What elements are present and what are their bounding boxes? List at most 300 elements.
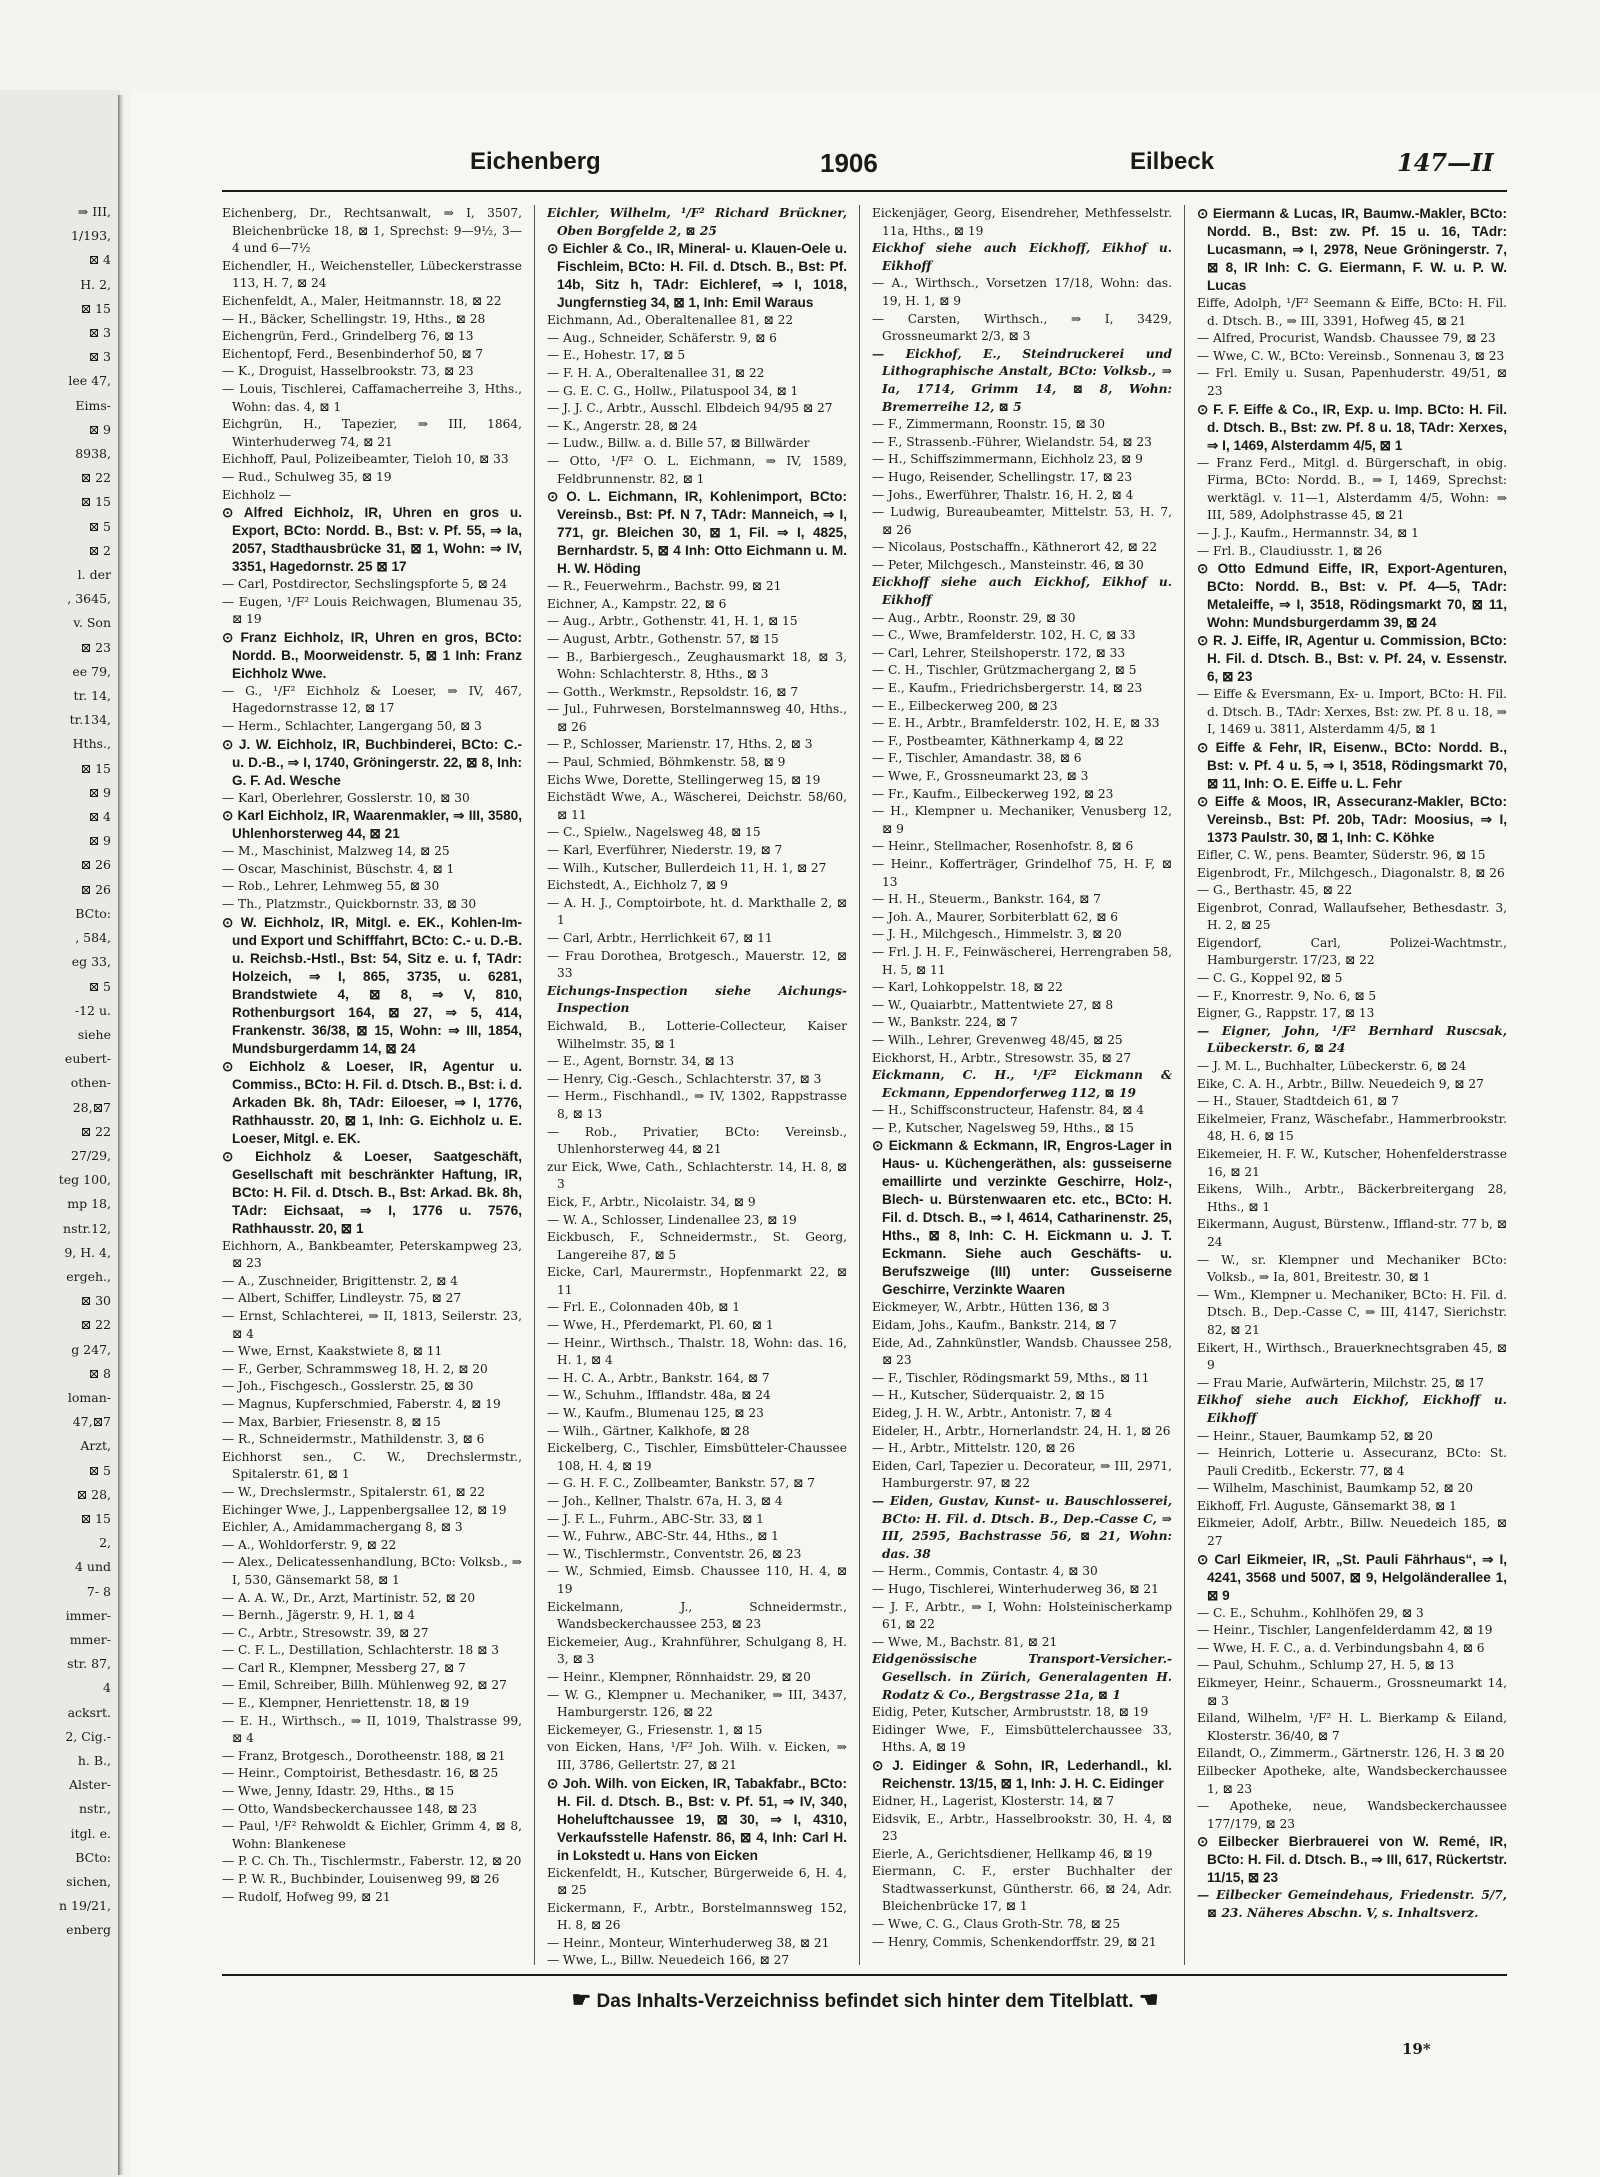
directory-entry: — Wwe, C. W., BCto: Vereinsb., Sonnenau 3, ⊠ 23: [1197, 348, 1505, 363]
directory-entry: — R., Schneidermstr., Mathildenstr. 3, ⊠ 6: [222, 1432, 485, 1447]
directory-entry: Eigenbrodt, Fr., Milchgesch., Diagonalstr. 8, ⊠ 26: [1197, 865, 1505, 880]
directory-entry: ⊙ J. Eidinger & Sohn, IR, Lederhandl., kl. Reichenstr. 13/15, ⊠ 1, Inh: J. H. C. Eidinger: [872, 1757, 1172, 1791]
directory-entry: — F., Knorrestr. 9, No. 6, ⊠ 5: [1197, 988, 1377, 1003]
previous-page-fragment: itgl. e.: [70, 1825, 111, 1841]
directory-entry: Eike, C. A. H., Arbtr., Billw. Neuedeich 9, ⊠ 27: [1197, 1076, 1484, 1091]
directory-entry: — M., Maschinist, Malzweg 14, ⊠ 25: [222, 844, 450, 859]
directory-entry: — Eiffe & Eversmann, Ex- u. Import, BCto: H. Fil. d. Dtsch. B., TAdr: Xerxes, Bst: zw. Pf. 8 u. 18, ⇒ I, 1469 u. 3811, Alsterdamm 4/5, ⊠ 1: [1197, 687, 1507, 737]
directory-entry: Eickbusch, F., Schneidermstr., St. Georg, Langereihe 87, ⊠ 5: [547, 1230, 847, 1262]
directory-entry: — Otto, ¹/F² O. L. Eichmann, ⇒ IV, 1589, Feldbrunnenstr. 82, ⊠ 1: [547, 453, 847, 486]
directory-entry: — Herm., Commis, Contastr. 4, ⊠ 30: [872, 1564, 1098, 1579]
directory-entry: — C. H., Tischler, Grützmachergang 2, ⊠ 5: [872, 663, 1137, 678]
directory-entry: — H., Stauer, Stadtdeich 61, ⊠ 7: [1197, 1094, 1399, 1109]
directory-entry: Eilandt, O., Zimmerm., Gärtnerstr. 126, H. 3 ⊠ 20: [1197, 1746, 1505, 1761]
previous-page-fragment: ⊠ 9: [88, 421, 111, 437]
directory-entry: — Frau Marie, Aufwärterin, Milchstr. 25, ⊠ 17: [1197, 1375, 1485, 1390]
previous-page-fragment: -12 u.: [74, 1002, 111, 1018]
directory-entry: — Herm., Fischhandl., ⇒ IV, 1302, Rappstrasse 8, ⊠ 13: [547, 1089, 847, 1121]
previous-page-fragment: sichen,: [66, 1874, 111, 1890]
directory-entry: — Frl. E., Colonnaden 40b, ⊠ 1: [547, 1300, 741, 1315]
directory-entry: — Heinr., Stellmacher, Rosenhofstr. 8, ⊠ 6: [872, 839, 1134, 854]
previous-page-fragment: 27/29,: [71, 1147, 111, 1163]
directory-entry: ⊙ F. F. Eiffe & Co., IR, Exp. u. Imp. BCto: H. Fil. d. Dtsch. B., Bst: zw. Pf. 8 u. 18, TAdr: Xerxes, ⇒ I, 1469, Alsterdamm 4/5, ⊠ 1: [1197, 401, 1507, 453]
directory-entry: Eiland, Wilhelm, ¹/F² H. L. Bierkamp & Eiland, Klosterstr. 36/40, ⊠ 7: [1197, 1711, 1507, 1743]
directory-entry: Eigner, G., Rappstr. 17, ⊠ 13: [1197, 1006, 1375, 1021]
directory-entry: — H., Arbtr., Mittelstr. 120, ⊠ 26: [872, 1441, 1076, 1456]
directory-entry: — Franz Ferd., Mitgl. d. Bürgerschaft, in obig. Firma, BCto: Nordd. B., ⇒ I, 1469, Sprechst: werktägl. v. 11—1, Alsterdamm 4/5, Wohn: ⇒ III, 589, Adolphstrasse 45, ⊠ 21: [1197, 455, 1507, 523]
directory-entry: Eikhoff, Frl. Auguste, Gänsemarkt 38, ⊠ 1: [1197, 1498, 1457, 1513]
previous-page-fragment: mmer-: [69, 1631, 111, 1647]
previous-page-fragment: immer-: [65, 1607, 111, 1623]
previous-page-fragment: 2, Cig.-: [65, 1728, 111, 1744]
previous-page-fragment: othen-: [70, 1075, 111, 1091]
directory-entry: — F., Gerber, Schrammsweg 18, H. 2, ⊠ 20: [222, 1361, 488, 1376]
previous-page-fragment: ⊠ 2: [88, 542, 111, 558]
directory-entry: — C. F. L., Destillation, Schlachterstr. 18 ⊠ 3: [222, 1643, 499, 1658]
previous-page-fragment: h. B.,: [77, 1753, 111, 1768]
directory-entry: — Magnus, Kupferschmied, Faberstr. 4, ⊠ 19: [222, 1396, 501, 1411]
directory-entry: — Heinr., Kofferträger, Grindelhof 75, H. F, ⊠ 13: [872, 856, 1172, 889]
directory-entry: — Wwe, H. F. C., a. d. Verbindungsbahn 4, ⊠ 6: [1197, 1640, 1485, 1655]
directory-entry: — Carl R., Klempner, Messberg 27, ⊠ 7: [222, 1660, 466, 1675]
directory-entry: Eickenjäger, Georg, Eisendreher, Methfesselstr. 11a, Hths., ⊠ 19: [872, 206, 1172, 238]
directory-entry: Eichhorst sen., C. W., Drechslermstr., Spitalerstr. 61, ⊠ 1: [222, 1449, 522, 1482]
directory-entry: — E., Klempner, Henriettenstr. 18, ⊠ 19: [222, 1696, 470, 1711]
directory-entry: — Paul, ¹/F² Rehwoldt & Eichler, Grimm 4, ⊠ 8, Wohn: Blankenese: [222, 1819, 522, 1851]
directory-entry: — Fr., Kaufm., Eilbeckerweg 192, ⊠ 23: [872, 786, 1114, 801]
column-divider: [859, 205, 860, 1965]
previous-page-fragment: 2,: [99, 1535, 111, 1551]
directory-entry: — C., Spielw., Nagelsweg 48, ⊠ 15: [547, 825, 761, 840]
directory-entry: — Wwe, M., Bachstr. 81, ⊠ 21: [872, 1634, 1058, 1649]
previous-page-fragment: Hths.,: [72, 736, 111, 752]
previous-page-fragment: eubert-: [64, 1051, 111, 1067]
directory-entry: — Eickhof, E., Steindruckerei und Lithographische Anstalt, BCto: Volksb., ⇒ Ia, 1714, Grimm 14, ⊠ 8, Wohn: Bremerreihe 12, ⊠ 5: [872, 346, 1172, 414]
directory-entry: Eichstedt, A., Eichholz 7, ⊠ 9: [547, 878, 728, 893]
directory-entry: ⊙ Alfred Eichholz, IR, Uhren en gros u. Export, BCto: Nordd. B., Bst: v. Pf. 55, ⇒ Ia, 2057, Stadthausbrücke 31, ⊠ 1, Wohn: ⇒ IV, 3351, Hagedornstr. 25 ⊠ 17: [222, 505, 522, 575]
previous-page-strip: [0, 200, 115, 1940]
previous-page-fragment: mp 18,: [67, 1196, 111, 1212]
directory-entry: — Eigner, John, ¹/F² Bernhard Ruscsak, Lübeckerstr. 6, ⊠ 24: [1197, 1023, 1507, 1056]
previous-page-fragment: 4 und: [74, 1559, 111, 1575]
directory-entry: — Rob., Lehrer, Lehmweg 55, ⊠ 30: [222, 879, 440, 894]
directory-entry: Eichendler, H., Weichensteller, Lübeckerstrasse 113, H. 7, ⊠ 24: [222, 258, 522, 291]
directory-entry: ⊙ Eichler & Co., IR, Mineral- u. Klauen-Oele u. Fischleim, BCto: H. Fil. d. Dtsch. B., Bst: Pf. 14b, Sitz h, TAdr: Eichleref, ⇒ I, 1018, Jungfernstieg 34, ⊠ 1, Inh: Emil Waraus: [547, 241, 847, 311]
directory-entry: Eidsvik, E., Arbtr., Hasselbrookstr. 30, H. 4, ⊠ 23: [872, 1811, 1172, 1844]
previous-page-fragment: 1/193,: [71, 228, 111, 244]
header-year: 1906: [820, 148, 878, 178]
previous-page-fragment: tr. 14,: [73, 688, 111, 704]
directory-entry: Eideg, J. H. W., Arbtr., Antonistr. 7, ⊠ 4: [872, 1406, 1113, 1421]
directory-entry: Eichengrün, Ferd., Grindelberg 76, ⊠ 13: [222, 329, 474, 344]
directory-entry: — Heinr., Klempner, Rönnhaidstr. 29, ⊠ 20: [547, 1669, 811, 1684]
directory-entry: ⊙ Eiffe & Moos, IR, Assecuranz-Makler, BCto: Vereinsb., Bst: Pf. 20b, TAdr: Moosius, ⇒ I, 1373 Paulstr. 30, ⊠ 1, Inh: C. Köhke: [1197, 793, 1507, 845]
directory-entry: — Carl, Postdirector, Sechslingspforte 5, ⊠ 24: [222, 577, 508, 592]
directory-entry: Eichenberg, Dr., Rechtsanwalt, ⇒ I, 3507, Bleichenbrücke 18, ⊠ 1, Sprechst: 9—9½, 3—4 und 6—7½: [222, 206, 522, 256]
directory-entry: — W., sr. Klempner und Mechaniker BCto: Volksb., ⇒ Ia, 801, Breitestr. 30, ⊠ 1: [1197, 1252, 1507, 1285]
previous-page-fragment: ⊠ 22: [80, 1317, 111, 1333]
directory-entry: Eichler, A., Amidammachergang 8, ⊠ 3: [222, 1520, 463, 1535]
directory-entry: Eikemeier, H. F. W., Kutscher, Hohenfelderstrasse 16, ⊠ 21: [1197, 1147, 1507, 1179]
directory-entry: Eickemeyer, G., Friesenstr. 1, ⊠ 15: [547, 1722, 763, 1737]
directory-entry: — W., Quaiarbtr., Mattentwiete 27, ⊠ 8: [872, 997, 1114, 1012]
previous-page-fragment: ergeh.,: [66, 1268, 111, 1284]
previous-page-fragment: lee 47,: [68, 373, 111, 389]
pointing-hand-left-icon: ☚: [1138, 1987, 1159, 2012]
directory-entry: ⊙ R. J. Eiffe, IR, Agentur u. Commission, BCto: H. Fil. d. Dtsch. B., Bst: v. Pf. 24, v. Essenstr. 6, ⊠ 23: [1197, 633, 1507, 685]
previous-page-fragment: ⊠ 5: [88, 1462, 111, 1478]
previous-page-fragment: 4: [103, 1680, 111, 1696]
directory-entry: — Joh. A., Maurer, Sorbiterblatt 62, ⊠ 6: [872, 909, 1119, 924]
directory-entry: — Joh., Kellner, Thalstr. 67a, H. 3, ⊠ 4: [547, 1494, 783, 1508]
previous-page-fragment: 8938,: [75, 446, 111, 462]
directory-entry: Eichwald, B., Lotterie-Collecteur, Kaiser Wilhelmstr. 35, ⊠ 1: [547, 1018, 847, 1051]
directory-entry: — H., Bäcker, Schellingstr. 19, Hths., ⊠ 28: [222, 311, 486, 326]
directory-entry: — Paul, Schuhm., Schlump 27, H. 5, ⊠ 13: [1197, 1658, 1455, 1673]
directory-entry: — A. A. W., Dr., Arzt, Martinistr. 52, ⊠ 20: [222, 1590, 476, 1605]
previous-page-fragment: 28,⊠7: [72, 1099, 111, 1115]
previous-page-fragment: ⊠ 3: [88, 349, 111, 365]
directory-entry: — Oscar, Maschinist, Büschstr. 4, ⊠ 1: [222, 861, 455, 876]
directory-entry: — W., Fuhrw., ABC-Str. 44, Hths., ⊠ 1: [547, 1529, 779, 1544]
directory-entry: ⊙ Karl Eichholz, IR, Waarenmakler, ⇒ III, 3580, Uhlenhorsterweg 44, ⊠ 21: [222, 808, 522, 842]
directory-entry: — Frl. J. H. F., Feinwäscherei, Herrengraben 58, H. 5, ⊠ 11: [872, 944, 1172, 977]
printer-signature: 19*: [1402, 2040, 1431, 2058]
column-divider: [534, 205, 535, 1965]
directory-entry: — Louis, Tischlerei, Caffamacherreihe 3, Hths., Wohn: das. 4, ⊠ 1: [222, 381, 522, 414]
directory-entry: Eikens, Wilh., Arbtr., Bäckerbreitergang 28, Hths., ⊠ 1: [1197, 1182, 1507, 1214]
directory-entry: — K., Droguist, Hasselbrookstr. 73, ⊠ 23: [222, 364, 474, 379]
directory-entry: Eichner, A., Kampstr. 22, ⊠ 6: [547, 596, 727, 611]
column-2: [547, 205, 847, 1970]
directory-entry: — Alex., Delicatessenhandlung, BCto: Volksb., ⇒ I, 530, Gänsemarkt 58, ⊠ 1: [222, 1555, 522, 1587]
directory-entry: ⊙ Joh. Wilh. von Eicken, IR, Tabakfabr., BCto: H. Fil. d. Dtsch. B., Bst: v. Pf. 51, ⇒ IV, 340, Hoheluftchaussee 19, ⊠ 30, ⇒ I, 4310, Verkaufsstelle Hafenstr. 86, ⊠ 4, Inh: Carl H. in Lokstedt u. Hans von Eicken: [547, 1775, 847, 1863]
directory-entry: Eigenbrot, Conrad, Wallaufseher, Bethesdastr. 3, H. 2, ⊠ 25: [1197, 900, 1507, 933]
directory-entry: ⊙ W. Eichholz, IR, Mitgl. e. EK., Kohlen-Im- und Export und Schifffahrt, BCto: C.- u. D.-B. u. Reichsb.-Hstl., Bst: 54, Sitz e. u. f, TAdr: Holzeich, ⇒ I, 865, 3735, u. 6281, Brandstwiete 4, ⊠ 8, ⇒ V, 810, Rothenburgsort 164, ⊠ 27, ⇒ 5, 414, Frankenstr. 36/38, ⊠ 15, Wohn: ⇒ III, 1854, Mundsburgerdamm 14, ⊠ 24: [222, 914, 522, 1056]
directory-entry: — W., Schuhm., Ifflandstr. 48a, ⊠ 24: [547, 1388, 771, 1403]
directory-entry: Eick, F., Arbtr., Nicolaistr. 34, ⊠ 9: [547, 1194, 756, 1209]
directory-entry: — Wwe, Ernst, Kaakstwiete 8, ⊠ 11: [222, 1344, 443, 1359]
directory-entry: Eichentopf, Ferd., Besenbinderhof 50, ⊠ 7: [222, 346, 484, 361]
directory-entry: — Eiden, Gustav, Kunst- u. Bauschlosserei, BCto: H. Fil. d. Dtsch. B., Dep.-Casse C, ⇒ III, 2595, Bachstrasse 56, ⊠ 21, Wohn: das. 38: [872, 1494, 1172, 1561]
directory-entry: — W., Bankstr. 224, ⊠ 7: [872, 1015, 1018, 1030]
directory-entry: ⊙ Franz Eichholz, IR, Uhren en gros, BCto: Nordd. B., Moorweidenstr. 5, ⊠ 1 Inh: Franz Eichholz Wwe.: [222, 629, 522, 681]
directory-entry: — Karl, Oberlehrer, Gosslerstr. 10, ⊠ 30: [222, 790, 470, 805]
directory-entry: Eickmeyer, W., Arbtr., Hütten 136, ⊠ 3: [872, 1300, 1110, 1315]
directory-entry: — Johs., Ewerführer, Thalstr. 16, H. 2, ⊠ 4: [872, 487, 1134, 502]
directory-entry: — C., Wwe, Bramfelderstr. 102, H. C, ⊠ 33: [872, 628, 1136, 643]
directory-entry: Eiermann, C. F., erster Buchhalter der Stadtwasserkunst, Güntherstr. 66, ⊠ 24, Adr. Bleichenbrücke 17, ⊠ 1: [872, 1864, 1172, 1914]
running-header: [222, 148, 1507, 188]
directory-entry: — F., Tischler, Rödingsmarkt 59, Mths., ⊠ 11: [872, 1370, 1150, 1385]
directory-entry: — C. E., Schuhm., Kohlhöfen 29, ⊠ 3: [1197, 1605, 1424, 1620]
directory-entry: ⊙ Eilbecker Bierbrauerei von W. Remé, IR, BCto: H. Fil. d. Dtsch. B., ⇒ III, 617, Rückertstr. 11/15, ⊠ 23: [1197, 1834, 1507, 1886]
directory-entry: Eierle, A., Gerichtsdiener, Hellkamp 46, ⊠ 19: [872, 1846, 1153, 1861]
directory-entry: Eichgrün, H., Tapezier, ⇒ III, 1864, Winterhuderweg 74, ⊠ 21: [222, 417, 522, 449]
directory-entry: — Albert, Schiffer, Lindleystr. 75, ⊠ 27: [222, 1291, 462, 1306]
directory-entry: — G. E. C. G., Hollw., Pilatuspool 34, ⊠ 1: [547, 383, 799, 398]
previous-page-fragment: BCto:: [75, 905, 111, 921]
directory-entry: ⊙ O. L. Eichmann, IR, Kohlenimport, BCto: Vereinsb., Bst: Pf. N 7, TAdr: Manneich, ⇒ I, 771, gr. Bleichen 30, ⊠ 1, Fil. ⇒ I, 4825, Bernhardstr. 5, ⊠ 4 Inh: Otto Eichmann u. M. H. W. Höding: [547, 489, 847, 577]
column-4: [1197, 205, 1507, 1970]
directory-entry: — Frl. B., Claudiusstr. 1, ⊠ 26: [1197, 543, 1383, 558]
directory-entry: — Emil, Schreiber, Billh. Mühlenweg 92, ⊠ 27: [222, 1678, 507, 1693]
directory-entry: — E., Agent, Bornstr. 34, ⊠ 13: [547, 1054, 735, 1069]
directory-entry: — Otto, Wandsbeckerchaussee 148, ⊠ 23: [222, 1801, 478, 1816]
header-rule: [222, 190, 1507, 192]
directory-entry: — C., Arbtr., Stresowstr. 39, ⊠ 27: [222, 1625, 429, 1640]
previous-page-fragment: ⊠ 9: [88, 833, 111, 849]
directory-entry: — H., Schiffszimmermann, Eichholz 23, ⊠ 9: [872, 452, 1143, 467]
directory-entry: ⊙ Eiermann & Lucas, IR, Baumw.-Makler, BCto: Nordd. B., Bst: zw. Pf. 15 u. 16, TAdr: Lucasmann, ⇒ I, 2978, Neue Gröningerstr. 7, ⊠ 8, IR Inh: C. G. Eiermann, F. W. u. P. W. Lucas: [1197, 206, 1507, 293]
directory-entry: — Ernst, Schlachterei, ⇒ II, 1813, Seilerstr. 23, ⊠ 4: [222, 1309, 522, 1341]
directory-entry: — Herm., Schlachter, Langergang 50, ⊠ 3: [222, 719, 482, 734]
directory-entry: — P. W. R., Buchbinder, Louisenweg 99, ⊠ 26: [222, 1872, 500, 1886]
directory-entry: Eidinger Wwe, F., Eimsbüttelerchaussee 33, Hths. A, ⊠ 19: [872, 1722, 1172, 1755]
previous-page-fragment: , 584,: [75, 930, 111, 946]
directory-entry: — Max, Barbier, Friesenstr. 8, ⊠ 15: [222, 1414, 441, 1429]
previous-page-fragment: ⊠ 15: [80, 300, 111, 316]
previous-page-fragment: acksrt.: [67, 1704, 111, 1720]
previous-page-fragment: ⊠ 22: [80, 470, 111, 486]
directory-entry: — P., Schlosser, Marienstr. 17, Hths. 2, ⊠ 3: [547, 737, 813, 752]
directory-entry: — Peter, Milchgesch., Mansteinstr. 46, ⊠ 30: [872, 557, 1144, 572]
directory-entry: — Aug., Arbtr., Gothenstr. 41, H. 1, ⊠ 15: [547, 614, 798, 629]
directory-entry: Eikmeier, Adolf, Arbtr., Billw. Neuedeich 185, ⊠ 27: [1197, 1516, 1507, 1549]
directory-entry: — Karl, Lohkoppelstr. 18, ⊠ 22: [872, 980, 1063, 995]
directory-entry: Eichenfeldt, A., Maler, Heitmannstr. 18, ⊠ 22: [222, 293, 502, 308]
directory-entry: Eickmann, C. H., ¹/F² Eickmann & Eckmann, Eppendorferweg 112, ⊠ 19: [872, 1068, 1172, 1100]
directory-entry: — Heinrich, Lotterie u. Assecuranz, BCto: St. Pauli Creditb., Eckerstr. 77, ⊠ 4: [1197, 1446, 1507, 1478]
directory-entry: — A., Wohldorferstr. 9, ⊠ 22: [222, 1537, 397, 1552]
directory-entry: — P. C. Ch. Th., Tischlermstr., Faberstr. 12, ⊠ 20: [222, 1854, 522, 1869]
directory-entry: — Gotth., Werkmstr., Repsoldstr. 16, ⊠ 7: [547, 684, 799, 699]
directory-entry: — Eilbecker Gemeindehaus, Friedenstr. 5/7, ⊠ 23. Näheres Abschn. V, s. Inhaltsverz.: [1197, 1888, 1507, 1920]
directory-entry: — Jul., Fuhrwesen, Borstelmannsweg 40, Hths., ⊠ 26: [547, 702, 847, 734]
directory-entry: — Heinr., Wirthsch., Thalstr. 18, Wohn: das. 16, H. 1, ⊠ 4: [547, 1335, 847, 1368]
directory-entry: — Henry, Commis, Schenkendorffstr. 29, ⊠ 21: [872, 1934, 1157, 1949]
directory-entry: Eickhof siehe auch Eickhoff, Eikhof u. Eikhoff: [872, 241, 1172, 273]
directory-entry: — Apotheke, neue, Wandsbeckerchaussee 177/179, ⊠ 23: [1197, 1799, 1507, 1831]
directory-entry: — Carl, Lehrer, Steilshoperstr. 172, ⊠ 33: [872, 645, 1126, 660]
directory-entry: — Franz, Brotgesch., Dorotheenstr. 188, ⊠ 21: [222, 1748, 506, 1763]
directory-entry: Eichhorn, A., Bankbeamter, Peterskampweg 23, ⊠ 23: [222, 1238, 522, 1271]
directory-entry: Eifler, C. W., pens. Beamter, Süderstr. 96, ⊠ 15: [1197, 847, 1486, 862]
previous-page-fragment: 9, H. 4,: [64, 1244, 111, 1260]
previous-page-fragment: l. der: [77, 567, 111, 583]
directory-entry: — August, Arbtr., Gothenstr. 57, ⊠ 15: [547, 631, 779, 646]
directory-entry: — F., Zimmermann, Roonstr. 15, ⊠ 30: [872, 417, 1105, 432]
previous-page-fragment: ⊠ 3: [88, 325, 111, 341]
directory-entry: ⊙ Eichholz & Loeser, Saatgeschäft, Gesellschaft mit beschränkter Haftung, IR, BCto: H. Fil. d. Dtsch. B., Bst: Arkad. Bk. 8h, TAdr: Eichsaat, ⇒ I, 1776 u. 7576, Rathhausstr. 20, ⊠ 1: [222, 1148, 522, 1236]
directory-entry: Eideler, H., Arbtr., Hornerlandstr. 24, H. 1, ⊠ 26: [872, 1423, 1171, 1438]
previous-page-fragment: tr.134,: [69, 712, 111, 728]
previous-page-fragment: ee 79,: [72, 663, 111, 679]
directory-entry: — J. F., Arbtr., ⇒ I, Wohn: Holsteinischerkamp 61, ⊠ 22: [872, 1599, 1172, 1632]
directory-entry: — Heinr., Comptoirist, Bethesdastr. 16, ⊠ 25: [222, 1766, 499, 1781]
directory-entry: Eickelberg, C., Tischler, Eimsbütteler-Chaussee 108, H. 4, ⊠ 19: [547, 1441, 847, 1473]
directory-entry: — G., Berthastr. 45, ⊠ 22: [1197, 883, 1353, 898]
directory-entry: — Hugo, Tischlerei, Winterhuderweg 36, ⊠ 21: [872, 1581, 1159, 1596]
previous-page-fragment: v. Son: [73, 615, 111, 631]
directory-entry: — J. J. C., Arbtr., Ausschl. Elbdeich 94/95 ⊠ 27: [547, 401, 833, 416]
directory-entry: Eichstädt Wwe, A., Wäscherei, Deichstr. 58/60, ⊠ 11: [547, 790, 847, 822]
directory-entry: Eiden, Carl, Tapezier u. Decorateur, ⇒ III, 2971, Hamburgerstr. 97, ⊠ 22: [872, 1458, 1172, 1491]
directory-entry: — Wwe, L., Billw. Neuedeich 166, ⊠ 27: [547, 1953, 790, 1968]
directory-entry: — Karl, Everführer, Niederstr. 19, ⊠ 7: [547, 843, 783, 858]
directory-entry: ⊙ Eickmann & Eckmann, IR, Engros-Lager in Haus- u. Küchengeräthen, als: gusseiserne emaillirte und verzinkte Geschirre, Holz-, Blech- u. Bürstenwaaren etc. etc., BCto: H. Fil. d. Dtsch. B., ⇒ I, 4614, Catharinenstr. 25, Hths., ⊠ 8, Inh: C. H. Eickmann u. J. T. Eckmann. Siehe auch Geschäfts- u. Berufszweige (III) unter: Gusseiserne Geschirre, Verzinkte Waaren: [872, 1138, 1172, 1298]
directory-entry: — Hugo, Reisender, Schellingstr. 17, ⊠ 23: [872, 469, 1133, 484]
directory-entry: Eickenfeldt, H., Kutscher, Bürgerweide 6, H. 4, ⊠ 25: [547, 1865, 847, 1898]
directory-entry: — C. G., Koppel 92, ⊠ 5: [1197, 971, 1343, 986]
directory-entry: — Wwe, C. G., Claus Groth-Str. 78, ⊠ 25: [872, 1917, 1121, 1932]
directory-entry: ⊙ Carl Eikmeier, IR, „St. Pauli Fährhaus“, ⇒ I, 4241, 3568 und 5007, ⊠ 9, Helgoländerallee 1, ⊠ 9: [1197, 1551, 1507, 1603]
directory-entry: — Aug., Schneider, Schäferstr. 9, ⊠ 6: [547, 330, 777, 345]
directory-entry: — Heinr., Stauer, Baumkamp 52, ⊠ 20: [1197, 1428, 1433, 1443]
previous-page-fragment: ⊠ 15: [80, 1510, 111, 1526]
directory-entry: Eiffe, Adolph, ¹/F² Seemann & Eiffe, BCto: H. Fil. d. Dtsch. B., ⇒ III, 3391, Hofweg 45, ⊠ 21: [1197, 296, 1507, 328]
directory-entry: Eichler, Wilhelm, ¹/F² Richard Brückner, Oben Borgfelde 2, ⊠ 25: [547, 206, 847, 238]
directory-entry: — Wilh., Gärtner, Kalkhofe, ⊠ 28: [547, 1423, 750, 1438]
directory-entry: — H. H., Steuerm., Bankstr. 164, ⊠ 7: [872, 892, 1101, 907]
pointing-hand-right-icon: ☛: [571, 1987, 592, 2012]
directory-entry: Eigendorf, Carl, Polizei-Wachtmstr., Hamburgerstr. 17/23, ⊠ 22: [1197, 935, 1507, 968]
previous-page-fragment: ⊠ 28,: [76, 1486, 111, 1502]
directory-entry: Eichinger Wwe, J., Lappenbergsallee 12, ⊠ 19: [222, 1502, 507, 1517]
previous-page-fragment: Eims-: [75, 397, 111, 413]
directory-entry: — W., Tischlermstr., Conventstr. 26, ⊠ 23: [547, 1546, 802, 1561]
previous-page-fragment: 47,⊠7: [72, 1414, 111, 1430]
previous-page-fragment: ⊠ 30: [80, 1293, 111, 1309]
directory-entry: Eickermann, F., Arbtr., Borstelmannsweg 152, H. 8, ⊠ 26: [547, 1900, 847, 1933]
directory-entry: Eidig, Peter, Kutscher, Armbruststr. 18, ⊠ 19: [872, 1705, 1149, 1720]
footer-text: Das Inhalts-Verzeichniss befindet sich hinter dem Titelblatt.: [596, 1991, 1134, 2012]
previous-page-fragment: ⊠ 23: [80, 639, 111, 655]
directory-entry: — H., Schiffsconstructeur, Hafenstr. 84, ⊠ 4: [872, 1103, 1144, 1118]
directory-entry: Eidner, H., Lagerist, Klosterstr. 14, ⊠ 7: [872, 1793, 1115, 1808]
previous-page-fragment: nstr.,: [78, 1801, 111, 1817]
directory-entry: — Alfred, Procurist, Wandsb. Chaussee 79, ⊠ 23: [1197, 331, 1496, 346]
directory-entry: — Heinr., Tischler, Langenfelderdamm 42, ⊠ 19: [1197, 1623, 1493, 1638]
directory-entry: — E. H., Arbtr., Bramfelderstr. 102, H. E, ⊠ 33: [872, 716, 1160, 731]
previous-page-fragment: eg 33,: [71, 954, 111, 970]
directory-entry: — P., Kutscher, Nagelsweg 59, Hths., ⊠ 15: [872, 1120, 1134, 1135]
previous-page-fragment: n 19/21,: [58, 1898, 111, 1914]
column-3: [872, 205, 1172, 1970]
directory-entry: — A., Wirthsch., Vorsetzen 17/18, Wohn: das. 19, H. 1, ⊠ 9: [872, 276, 1172, 308]
page-number: 147—II: [1397, 148, 1494, 177]
previous-page-fragment: str. 87,: [67, 1656, 111, 1672]
previous-page-fragment: ⊠ 5: [88, 518, 111, 534]
directory-entry: — W., Kaufm., Blumenau 125, ⊠ 23: [547, 1406, 764, 1421]
directory-entry: Eickelmann, J., Schneidermstr., Wandsbeckerchaussee 253, ⊠ 23: [547, 1599, 847, 1632]
directory-entry: — W., Schmied, Eimsb. Chaussee 110, H. 4, ⊠ 19: [547, 1564, 847, 1596]
header-left-word: Eichenberg: [470, 148, 601, 175]
directory-entry: Eickhorst, H., Arbtr., Stresowstr. 35, ⊠ 27: [872, 1050, 1132, 1065]
directory-entry: — J. F. L., Fuhrm., ABC-Str. 33, ⊠ 1: [547, 1511, 764, 1526]
directory-entry: — Wwe, F., Grossneumarkt 23, ⊠ 3: [872, 769, 1089, 783]
directory-entry: — E., Kaufm., Friedrichsbergerstr. 14, ⊠ 23: [872, 681, 1143, 696]
directory-entry: Eichhoff, Paul, Polizeibeamter, Tieloh 10, ⊠ 33: [222, 452, 509, 467]
previous-page-fragment: ⊠ 15: [80, 760, 111, 776]
directory-entry: — W. G., Klempner u. Mechaniker, ⇒ III, 3437, Hamburgerstr. 126, ⊠ 22: [547, 1687, 847, 1720]
directory-entry: ⊙ J. W. Eichholz, IR, Buchbinderei, BCto: C.- u. D.-B., ⇒ I, 1740, Gröningerstr. 22, ⊠ 8, Inh: G. F. Ad. Wesche: [222, 736, 522, 788]
directory-entry: — H. C. A., Arbtr., Bankstr. 164, ⊠ 7: [547, 1370, 770, 1385]
directory-entry: — Carsten, Wirthsch., ⇒ I, 3429, Grossneumarkt 2/3, ⊠ 3: [872, 311, 1172, 344]
column-divider: [1184, 205, 1185, 1965]
directory-entry: — W., Drechslermstr., Spitalerstr. 61, ⊠ 22: [222, 1484, 485, 1499]
previous-page-fragment: ⇒ III,: [77, 204, 111, 219]
directory-entry: — Bernh., Jägerstr. 9, H. 1, ⊠ 4: [222, 1608, 415, 1623]
previous-page-fragment: ⊠ 8: [88, 1365, 111, 1381]
directory-entry: — Rud., Schulweg 35, ⊠ 19: [222, 469, 392, 484]
directory-entry: Eikhof siehe auch Eickhof, Eickhoff u. Eikhoff: [1197, 1393, 1507, 1425]
directory-entry: — Wilhelm, Maschinist, Baumkamp 52, ⊠ 20: [1197, 1481, 1474, 1496]
directory-entry: — Nicolaus, Postschaffn., Käthnerort 42, ⊠ 22: [872, 540, 1158, 555]
directory-entry: — Eugen, ¹/F² Louis Reichwagen, Blumenau 35, ⊠ 19: [222, 594, 522, 627]
directory-entry: — Joh., Fischgesch., Gosslerstr. 25, ⊠ 30: [222, 1379, 474, 1394]
previous-page-fragment: ⊠ 5: [88, 978, 111, 994]
directory-entry: — G. H. F. C., Zollbeamter, Bankstr. 57, ⊠ 7: [547, 1476, 816, 1491]
directory-entry: Eikmeyer, Heinr., Schauerm., Grossneumarkt 14, ⊠ 3: [1197, 1676, 1507, 1708]
directory-entry: — Rudolf, Hofweg 99, ⊠ 21: [222, 1889, 391, 1904]
directory-entry: — H., Klempner u. Mechaniker, Venusberg 12, ⊠ 9: [872, 804, 1172, 836]
directory-entry: ⊙ Eiffe & Fehr, IR, Eisenw., BCto: Nordd. B., Bst: v. Pf. 4 u. 5, ⇒ I, 3518, Rödingsmarkt 70, ⊠ 11, Inh: O. E. Eiffe u. L. Fehr: [1197, 739, 1507, 791]
previous-page-fragment: Alster-: [68, 1777, 111, 1793]
footer-note: [470, 1987, 1260, 2017]
directory-entry: — Paul, Schmied, Böhmkenstr. 58, ⊠ 9: [547, 755, 786, 770]
directory-entry: — Carl, Arbtr., Herrlichkeit 67, ⊠ 11: [547, 931, 773, 945]
header-right-word: Eilbeck: [1130, 148, 1215, 175]
previous-page-fragment: ⊠ 9: [88, 784, 111, 800]
previous-page-fragment: siehe: [77, 1026, 111, 1042]
book-gutter: [118, 95, 124, 2175]
directory-entry: Eidgenössische Transport-Versicher.-Gesellsch. in Zürich, Generalagenten H. Rodatz & Co., Bergstrasse 21a, ⊠ 1: [872, 1652, 1172, 1702]
directory-entry: ⊙ Otto Edmund Eiffe, IR, Export-Agenturen, BCto: Nordd. B., Bst: v. Pf. 4—5, TAdr: Metaleiffe, ⇒ I, 3518, Rödingsmarkt 70, ⊠ 11, Wohn: Mundsburgerdamm 39, ⊠ 24: [1197, 561, 1507, 631]
column-1: [222, 205, 522, 1970]
directory-entry: — Wm., Klempner u. Mechaniker, BCto: H. Fil. d. Dtsch. B., Dep.-Casse C, ⇒ III, 4147, Sierichstr. 82, ⊠ 21: [1197, 1287, 1507, 1337]
previous-page-fragment: loman-: [67, 1389, 111, 1405]
directory-entry: — G., ¹/F² Eichholz & Loeser, ⇒ IV, 467, Hagedornstrasse 12, ⊠ 17: [222, 683, 522, 716]
directory-entry: — W. A., Schlosser, Lindenallee 23, ⊠ 19: [547, 1212, 797, 1227]
directory-entry: — Frau Dorothea, Brotgesch., Mauerstr. 12, ⊠ 33: [547, 948, 847, 981]
directory-entry: — Ludwig, Bureaubeamter, Mittelstr. 53, H. 7, ⊠ 26: [872, 505, 1172, 537]
previous-page-fragment: ⊠ 15: [80, 494, 111, 510]
directory-entry: Eikermann, August, Bürstenw., Iffland-str. 77 b, ⊠ 24: [1197, 1217, 1507, 1249]
previous-page-fragment: ⊠ 26: [80, 857, 111, 873]
directory-entry: Eichs Wwe, Dorette, Stellingerweg 15, ⊠ 19: [547, 772, 821, 787]
footer-rule: [222, 1974, 1507, 1976]
directory-entry: — E. H., Wirthsch., ⇒ II, 1019, Thalstrasse 99, ⊠ 4: [222, 1713, 522, 1746]
directory-entry: — F., Tischler, Amandastr. 38, ⊠ 6: [872, 751, 1082, 766]
previous-page-fragment: BCto:: [75, 1849, 111, 1865]
directory-entry: Eikert, H., Wirthsch., Brauerknechtsgraben 45, ⊠ 9: [1197, 1340, 1507, 1373]
directory-entry: Eicke, Carl, Maurermstr., Hopfenmarkt 22, ⊠ 11: [547, 1265, 847, 1297]
directory-entry: ⊙ Eichholz & Loeser, IR, Agentur u. Commiss., BCto: H. Fil. d. Dtsch. B., Bst: i. d. Arkaden Bk. 8h, TAdr: Eiloeser, ⇒ I, 1776, Rathhausstr. 20, ⊠ 1, Inh: G. Eichholz u. E. Loeser, Mitgl. e. EK.: [222, 1058, 522, 1146]
previous-page-fragment: ⊠ 4: [88, 252, 111, 268]
directory-entry: von Eicken, Hans, ¹/F² Joh. Wilh. v. Eicken, ⇒ III, 3786, Gellertstr. 27, ⊠ 21: [547, 1740, 847, 1772]
directory-entry: — J. H., Milchgesch., Himmelstr. 3, ⊠ 20: [872, 927, 1122, 942]
directory-entry: zur Eick, Wwe, Cath., Schlachterstr. 14, H. 8, ⊠ 3: [547, 1159, 847, 1192]
directory-entry: Eichholz —: [222, 487, 292, 502]
previous-page-fragment: nstr.12,: [63, 1220, 111, 1236]
directory-entry: — F., Strassenb.-Führer, Wielandstr. 54, ⊠ 23: [872, 434, 1152, 449]
directory-entry: — J. M. L., Buchhalter, Lübeckerstr. 6, ⊠ 24: [1197, 1059, 1467, 1074]
directory-entry: — Frl. Emily u. Susan, Papenhuderstr. 49/51, ⊠ 23: [1197, 366, 1507, 398]
directory-entry: Eidam, Johs., Kaufm., Bankstr. 214, ⊠ 7: [872, 1318, 1117, 1333]
directory-entry: — F. H. A., Oberaltenallee 31, ⊠ 22: [547, 365, 765, 380]
directory-entry: — F., Postbeamter, Käthnerkamp 4, ⊠ 22: [872, 733, 1124, 748]
